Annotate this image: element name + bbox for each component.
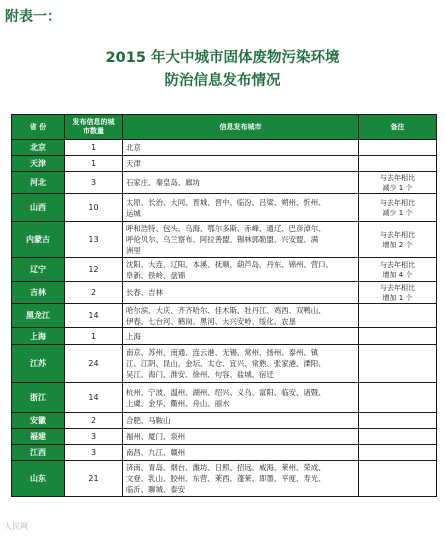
cell-cities: 南昌、九江、赣州 — [123, 445, 359, 461]
cell-note — [359, 156, 437, 172]
cell-note — [359, 413, 437, 429]
table-row — [12, 140, 437, 156]
table-row — [12, 258, 437, 282]
cell-province: 辽宁 — [12, 258, 65, 282]
cell-count: 2 — [65, 282, 123, 304]
cell-cities: 北京 — [123, 140, 359, 156]
cell-province: 上海 — [12, 328, 65, 345]
table-row — [12, 461, 437, 497]
cell-count: 1 — [65, 328, 123, 345]
header-cities: 信息发布城市 — [123, 115, 359, 140]
cell-cities: 杭州、宁波、温州、湖州、绍兴、义乌、富阳、临安、诸暨、 上虞、金华、衢州、舟山、丽水 — [123, 383, 359, 413]
cell-note: 与去年相比 减少 1 个 — [359, 194, 437, 222]
table-row — [12, 282, 437, 304]
cell-note: 与去年相比 增加 4 个 — [359, 258, 437, 282]
table-row — [12, 383, 437, 413]
cell-note: 与去年相比 减少 1 个 — [359, 172, 437, 194]
cell-note — [359, 345, 437, 383]
cell-count: 1 — [65, 140, 123, 156]
cell-count: 3 — [65, 172, 123, 194]
attachment-label: 附表一： — [5, 9, 61, 25]
cell-note: 与去年相比 增加 1 个 — [359, 282, 437, 304]
cell-cities: 福州、厦门、泉州 — [123, 429, 359, 445]
cell-cities: 南京、苏州、南通、连云港、无锡、常州、扬州、泰州、镇 江、江阴、昆山、金坛、太仓、宜兴、常熟、张家港、溧阳、 吴江、海门、淮安、徐州、句容、盐城、宿迁 — [123, 345, 359, 383]
cell-count: 14 — [65, 383, 123, 413]
cell-cities: 天津 — [123, 156, 359, 172]
cell-note — [359, 445, 437, 461]
page-subtitle: 防治信息发布情况 — [164, 73, 281, 89]
header-province: 省 份 — [12, 115, 65, 140]
cell-count: 13 — [65, 222, 123, 258]
cell-province: 吉林 — [12, 282, 65, 304]
cell-note — [359, 461, 437, 497]
cell-province: 河北 — [12, 172, 65, 194]
cell-count: 10 — [65, 194, 123, 222]
table-row — [12, 304, 437, 328]
cell-cities: 沈阳、大连、辽阳、本溪、抚顺、葫芦岛、丹东、锦州、营口、 阜新、铁岭、盘锦 — [123, 258, 359, 282]
cell-note — [359, 328, 437, 345]
cell-note — [359, 140, 437, 156]
table-header-row — [12, 115, 437, 140]
cell-cities: 上海 — [123, 328, 359, 345]
cell-cities: 合肥、马鞍山 — [123, 413, 359, 429]
cell-province: 内蒙古 — [12, 222, 65, 258]
cell-cities: 长春、吉林 — [123, 282, 359, 304]
cell-province: 福建 — [12, 429, 65, 445]
cell-province: 山东 — [12, 461, 65, 497]
cell-count: 12 — [65, 258, 123, 282]
cell-province: 山西 — [12, 194, 65, 222]
cell-province: 浙江 — [12, 383, 65, 413]
cell-count: 2 — [65, 413, 123, 429]
cell-province: 黑龙江 — [12, 304, 65, 328]
city-info-table — [11, 114, 437, 497]
cell-province: 天津 — [12, 156, 65, 172]
header-count: 发布信息的城 市数量 — [65, 115, 123, 140]
cell-note — [359, 429, 437, 445]
cell-province: 安徽 — [12, 413, 65, 429]
table-row — [12, 345, 437, 383]
cell-count: 14 — [65, 304, 123, 328]
cell-count: 1 — [65, 156, 123, 172]
table-row — [12, 429, 437, 445]
table-row — [12, 172, 437, 194]
cell-count: 3 — [65, 445, 123, 461]
cell-note — [359, 304, 437, 328]
table-row — [12, 328, 437, 345]
cell-cities: 呼和浩特、包头、乌海、鄂尔多斯、赤峰、通辽、巴彦淖尔、 呼伦贝尔、乌兰察布、阿拉善盟、锡林郭勒盟、兴安盟、满 洲里 — [123, 222, 359, 258]
page-title: 2015 年大中城市固体废物污染环境 — [105, 50, 340, 66]
cell-province: 江苏 — [12, 345, 65, 383]
cell-cities: 太原、长治、大同、晋城、晋中、临汾、吕梁、朔州、忻州、 运城 — [123, 194, 359, 222]
cell-province: 北京 — [12, 140, 65, 156]
cell-count: 24 — [65, 345, 123, 383]
cell-count: 3 — [65, 429, 123, 445]
header-note: 备注 — [359, 115, 437, 140]
cell-cities: 哈尔滨、大庆、齐齐哈尔、佳木斯、牡丹江、鸡西、双鸭山、 伊春、七台河、鹤岗、黑河、大兴安岭、绥化、农垦 — [123, 304, 359, 328]
cell-note — [359, 383, 437, 413]
cell-cities: 济南、青岛、烟台、潍坊、日照、招远、威海、莱州、荣成、 文登、乳山、胶州、东营、莱西、蓬莱、即墨、平度、寿光、 临沂、聊城、泰安 — [123, 461, 359, 497]
table-row — [12, 156, 437, 172]
table-row — [12, 222, 437, 258]
cell-province: 江西 — [12, 445, 65, 461]
table-row — [12, 413, 437, 429]
table-row — [12, 194, 437, 222]
watermark: 人民网 — [4, 522, 28, 531]
table-row — [12, 445, 437, 461]
cell-count: 21 — [65, 461, 123, 497]
cell-cities: 石家庄、秦皇岛、廊坊 — [123, 172, 359, 194]
cell-note: 与去年相比 增加 2 个 — [359, 222, 437, 258]
